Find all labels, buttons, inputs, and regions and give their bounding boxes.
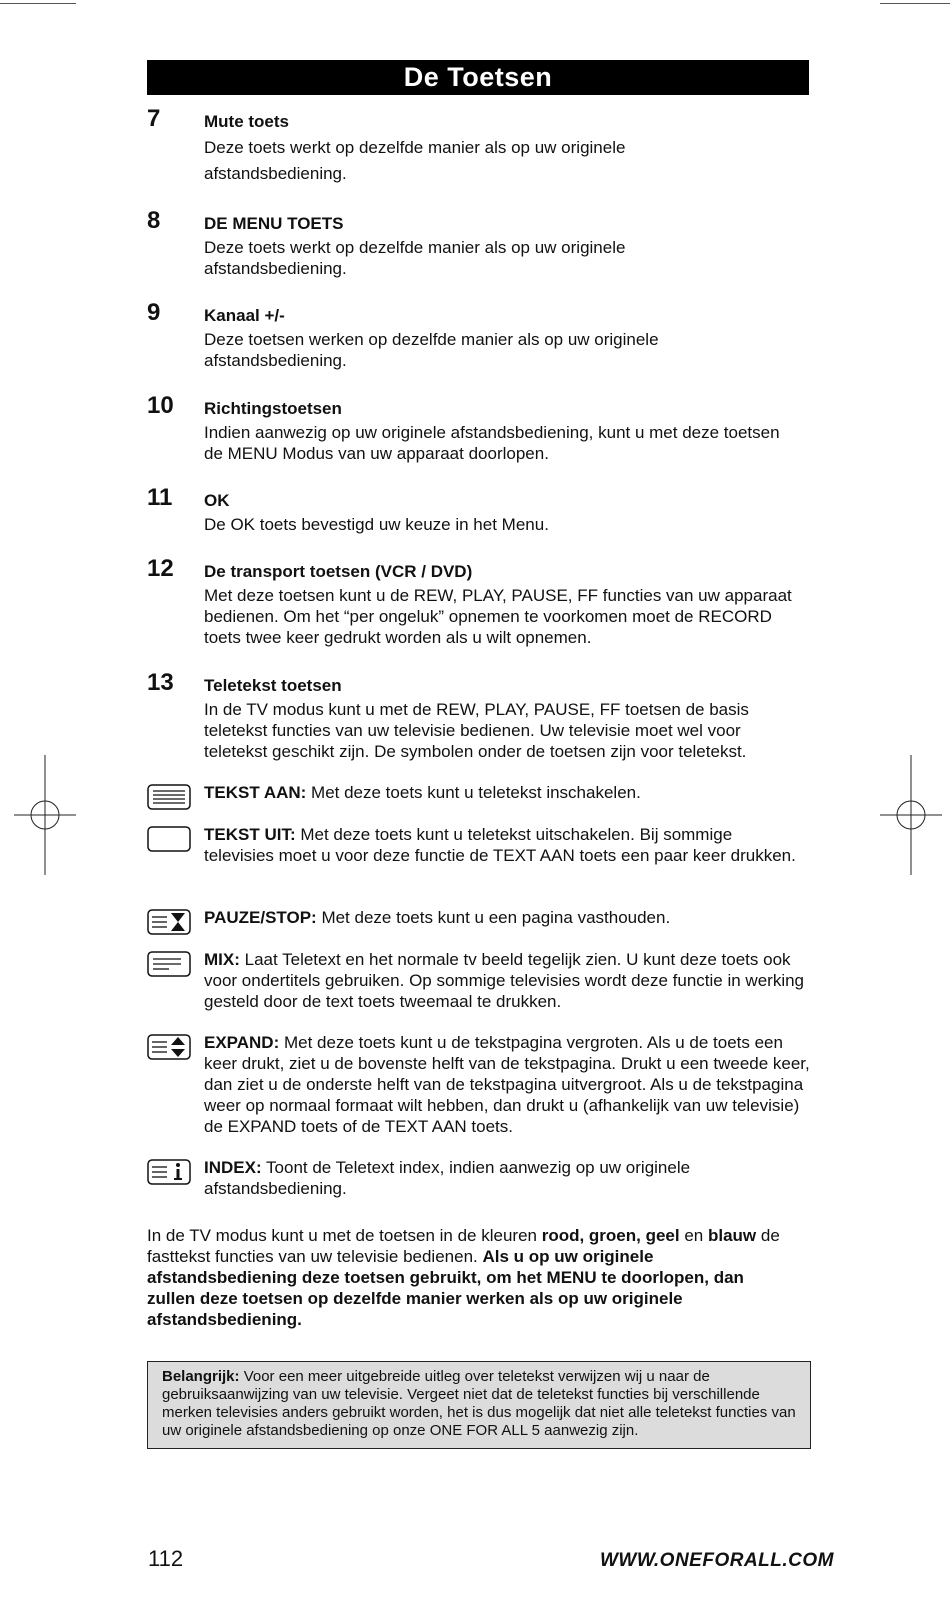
registration-mark-left	[14, 755, 76, 875]
item-richtingstoetsen	[147, 392, 809, 464]
teletext-text: Laat Teletext en het normale tv beeld tegelijk zien. U kunt deze toets ook voor ondertitels gebruiken. Op sommige televisies wordt deze functie in werking gesteld door de text toets tweemaal te drukken.	[204, 950, 805, 1011]
color-keys-paragraph	[147, 1225, 787, 1330]
expand-icon	[147, 1034, 191, 1060]
paragraph-bold: rood, groen, geel	[541, 1226, 680, 1245]
item-title: Mute toets	[204, 112, 289, 131]
paragraph-bold: Als u op uw originele afstandsbediening deze toetsen gebruikt, om het MENU te doorlopen, dan zullen deze toetsen op dezelfde manier werken als op uw originele afstandsbediening.	[147, 1247, 744, 1329]
teletext-text: Met deze toets kunt u teletekst inschakelen.	[306, 783, 641, 802]
paragraph-text: In de TV modus kunt u met de toetsen in de kleuren	[147, 1226, 542, 1245]
index-icon	[147, 1159, 191, 1185]
teletext-text: Toont de Teletext index, indien aanwezig op uw originele afstandsbediening.	[204, 1158, 691, 1198]
item-ok	[147, 484, 809, 535]
item-menu	[147, 207, 809, 279]
teletext-label: TEKST UIT:	[204, 825, 296, 844]
teletext-text: Met deze toets kunt u teletekst uitschakelen. Bij sommige televisies moet u voor deze functie de TEXT AAN toets een paar keer drukken.	[204, 825, 796, 865]
item-title: Kanaal +/-	[204, 306, 285, 325]
teletext-label: MIX:	[204, 950, 240, 969]
item-number: 8	[147, 207, 161, 234]
item-number: 7	[147, 105, 161, 132]
item-text: Indien aanwezig op uw originele afstandsbediening, kunt u met deze toetsen de MENU Modus van uw apparaat doorlopen.	[204, 423, 780, 463]
paragraph-text: de fasttekst functies van uw televisie bedienen.	[147, 1226, 780, 1266]
item-title: De transport toetsen (VCR / DVD)	[204, 562, 473, 581]
registration-mark-right	[880, 755, 942, 875]
tekst-uit-icon	[147, 826, 191, 852]
pauze-stop-icon	[147, 909, 191, 935]
item-title: OK	[204, 491, 230, 510]
item-text: Deze toets werkt op dezelfde manier als op uw originele afstandsbediening.	[204, 238, 626, 278]
item-teletekst	[147, 669, 809, 762]
item-transport	[147, 555, 809, 648]
website-url: WWW.ONEFORALL.COM	[600, 1550, 834, 1571]
item-text: Met deze toetsen kunt u de REW, PLAY, PAUSE, FF functies van uw apparaat bedienen. Om het “per ongeluk” opnemen te voorkomen moet de RECORD toets twee keer gedrukt worden als u wilt opnemen.	[204, 586, 792, 647]
item-title: Teletekst toetsen	[204, 676, 342, 695]
item-text: Deze toetsen werken op dezelfde manier als op uw originele afstandsbediening.	[204, 330, 659, 370]
tekst-aan-icon	[147, 784, 191, 810]
item-text: Deze toets werkt op dezelfde manier als op uw originele afstandsbediening.	[204, 138, 626, 183]
teletext-label: INDEX:	[204, 1158, 262, 1177]
teletext-text: Met deze toets kunt u de tekstpagina vergroten. Als u de toets een keer drukt, ziet u de bovenste helft van de tekstpagina. Drukt u een tweede keer, dan ziet u de onderste helft van de tekstpagina uitvergroot. Als u de tekstpagina weer op normaal formaat wilt hebben, dan drukt u (afhankelijk van uw televisie) de EXPAND toets of de TEXT AAN toets.	[204, 1033, 810, 1136]
teletext-row-tekst-aan	[147, 782, 809, 803]
teletext-row-index	[147, 1157, 809, 1199]
item-kanaal	[147, 299, 809, 371]
item-text: In de TV modus kunt u met de REW, PLAY, PAUSE, FF toetsen de basis teletekst functies van uw televisie bedienen. Uw televisie moet wel voor teletekst geschikt zijn. De symbolen onder de toetsen zijn voor teletekst.	[204, 700, 749, 761]
page-title: De Toetsen	[147, 60, 809, 95]
crop-mark	[0, 3, 76, 4]
item-number: 11	[147, 484, 173, 511]
crop-mark	[880, 3, 950, 4]
note-label: Belangrijk:	[162, 1368, 240, 1385]
teletext-row-expand	[147, 1032, 809, 1137]
item-title: Richtingstoetsen	[204, 399, 342, 418]
teletext-row-mix	[147, 949, 809, 1012]
mix-icon	[147, 951, 191, 977]
item-number: 13	[147, 669, 174, 696]
teletext-label: PAUZE/STOP:	[204, 908, 317, 927]
paragraph-bold: blauw	[707, 1226, 757, 1245]
page-number: 112	[148, 1546, 184, 1571]
teletext-label: EXPAND:	[204, 1033, 280, 1052]
item-text: De OK toets bevestigd uw keuze in het Menu.	[204, 515, 549, 534]
teletext-row-pauze-stop	[147, 907, 809, 928]
item-number: 10	[147, 392, 174, 419]
item-number: 12	[147, 555, 174, 582]
item-number: 9	[147, 299, 161, 326]
paragraph-text: en	[679, 1226, 708, 1245]
teletext-row-tekst-uit	[147, 824, 809, 866]
teletext-label: TEKST AAN:	[204, 783, 307, 802]
important-note-box	[147, 1361, 811, 1449]
note-text: Voor een meer uitgebreide uitleg over teletekst verwijzen wij u naar de gebruiksaanwijzing van uw televisie. Vergeet niet dat de teletekst functies bij verschillende merken televisies anders gebruikt worden, het is dus mogelijk dat niet alle teletekst functies van uw originele afstandsbediening op onze ONE FOR ALL 5 aanwezig zijn.	[162, 1368, 796, 1439]
item-mute	[147, 105, 809, 187]
item-title: DE MENU TOETS	[204, 214, 344, 233]
teletext-text: Met deze toets kunt u een pagina vasthouden.	[316, 908, 671, 927]
